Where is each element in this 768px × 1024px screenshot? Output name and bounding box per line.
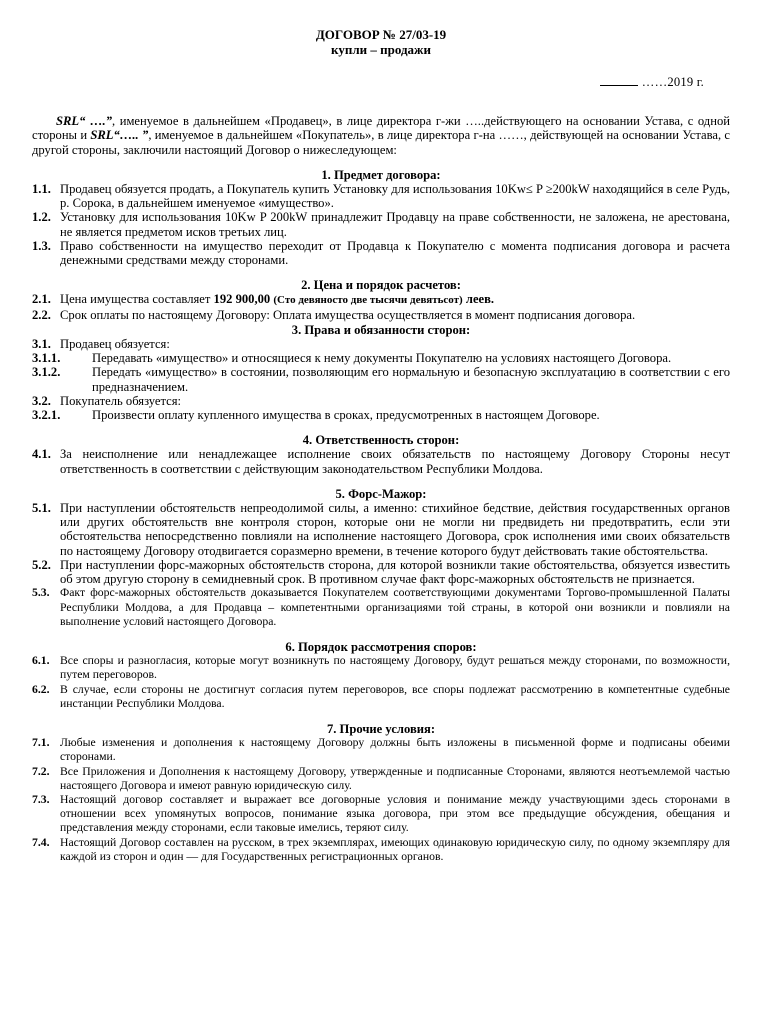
- clause-number: 5.3.: [32, 586, 50, 600]
- preamble-text-2: , именуемое в дальнейшем «Покупатель», в лице директора г-на ……, действующей на основании Устава, с другой стороны, заключили настоящий Договор о нижеследующем:: [32, 128, 731, 157]
- clause-5-3: [32, 586, 730, 629]
- price-in-words: (Сто девяносто две тысячи девятьсот): [273, 294, 463, 307]
- clause-text: Факт форс-мажорных обстоятельств доказывается Покупателем соответствующими документами Торгово-промышленной Палаты Республики Молдова, а для Продавца – компетентными организациями той страны, в которой они возникли и повлияли на выполнение условий настоящего Договора.: [60, 586, 730, 628]
- clause-number: 5.1.: [32, 501, 51, 516]
- clause-number: 3.1.1.: [32, 351, 61, 366]
- preamble-text-1: , именуемое в дальнейшем «Продавец», в лице директора г-жи …..действующего на основании Устава, с одной стороны и: [32, 114, 730, 143]
- clause-text: Все Приложения и Дополнения к настоящему Договору, утвержденные и подписанные Сторонами, являются неотъемлемой частью настоящего Договора и имеют равную юридическую силу.: [60, 764, 730, 792]
- clause-text: Покупатель обязуется:: [60, 393, 182, 408]
- clause-number: 5.2.: [32, 557, 51, 572]
- clause-1-2: [32, 210, 730, 238]
- clause-text: Передать «имущество» в состоянии, позволяющим его нормальную и безопасную эксплуатацию в соответствии с его предназначением.: [92, 365, 730, 394]
- date-text: ……2019 г.: [641, 75, 704, 89]
- clause-number: 1.2.: [32, 210, 51, 225]
- clause-6-1: [32, 654, 730, 682]
- clause-text: При наступлении обстоятельств непреодолимой силы, а именно: стихийное бедствие, действия государственных органов или других обстоятельств вне контроля сторон, которые они не могли ни предвидеть ни предотвратить, если эти обстоятельства непосредственно повлияли на исполнение настоящего Договора, срок исполнения ими своих обязательств по настоящему Договору отодвигается соразмерно времени, в течение которого будут действовать такие обстоятельства.: [60, 501, 730, 558]
- clause-number: 3.2.1.: [32, 408, 61, 423]
- clause-text: Право собственности на имущество переходит от Продавца к Покупателю с момента подписания договора и расчета денежными средствами между сторонами.: [60, 238, 730, 268]
- clause-3-1-1: [32, 351, 730, 365]
- clause-5-1: [32, 501, 730, 558]
- clause-3-1: [32, 337, 730, 351]
- clause-text: Произвести оплату купленного имущества в сроках, предусмотренных в настоящем Договоре.: [92, 408, 600, 423]
- clause-number: 2.1.: [32, 292, 51, 307]
- date-blank-line: [600, 74, 638, 86]
- clause-text: Установку для использования 10Kw P 200kW принадлежит Продавцу на праве собственности, не заложена, не арестована, не является предметом исков третьих лиц.: [60, 210, 730, 239]
- contract-page: [32, 0, 730, 864]
- clause-number: 3.2.: [32, 393, 51, 408]
- document-subtitle: купли – продажи: [331, 42, 431, 57]
- clause-text: Настоящий договор составляет и выражает все договорные условия и понимание между участвующими здесь сторонами в отношении всех упомянутых вопросов, понимание языка договора, при этом все предыдущие обсуждения, обещания и представления между сторонами, если таковые имелись, теряют силу.: [60, 792, 730, 835]
- document-title: ДОГОВОР № 27/03-19: [315, 27, 447, 42]
- section-title-liability: 4. Ответственность сторон:: [302, 433, 460, 448]
- clause-number: 1.1.: [32, 182, 51, 197]
- clause-text: Цена имущества составляет: [60, 292, 214, 307]
- clause-7-2: [32, 765, 730, 793]
- clause-4-1: [32, 447, 730, 475]
- clause-number: 7.4.: [32, 835, 50, 849]
- clause-6-2: [32, 683, 730, 711]
- clause-3-2: [32, 394, 730, 408]
- clause-text: Срок оплаты по настоящему Договору: Оплата имущества осуществляется в момент подписания договора.: [60, 307, 636, 322]
- clause-number: 7.3.: [32, 792, 50, 806]
- clause-1-1: [32, 182, 730, 210]
- clause-text: Продавец обязуется:: [60, 337, 170, 352]
- clause-2-1: [32, 292, 730, 307]
- clause-3-2-1: [32, 408, 730, 422]
- clause-text: При наступлении форс-мажорных обстоятельств сторона, для которой возникли такие обстоятельства, обязуется известить об этом другую сторону в семидневный срок. В противном случае факт форс-мажорных обстоятельств не признается.: [60, 557, 730, 587]
- clause-number: 6.2.: [32, 682, 50, 696]
- clause-text: Любые изменения и дополнения к настоящему Договору должны быть изложены в письменной форме и подписаны обеими сторонами.: [60, 736, 730, 764]
- clause-number: 1.3.: [32, 238, 51, 253]
- buyer-company: SRL“….. ”: [90, 128, 149, 143]
- seller-company: SRL“ ….”: [56, 114, 112, 129]
- clause-7-4: [32, 836, 730, 864]
- clause-7-1: [32, 736, 730, 764]
- clause-text: В случае, если стороны не достигнут согласия путем переговоров, все споры подлежат рассмотрению в компетентные судебные инстанции Республики Молдова.: [60, 682, 730, 710]
- clause-3-1-2: [32, 365, 730, 393]
- clause-number: 7.1.: [32, 736, 50, 750]
- clause-number: 4.1.: [32, 447, 51, 462]
- clause-number: 2.2.: [32, 307, 51, 322]
- clause-number: 7.2.: [32, 764, 50, 778]
- section-title-rights: 3. Права и обязанности сторон:: [291, 322, 471, 337]
- price-amount: 192 900,00: [213, 292, 271, 307]
- section-title-other: 7. Прочие условия:: [326, 721, 436, 736]
- section-title-subject: 1. Предмет договора:: [321, 167, 441, 182]
- clause-text: Настоящий Договор составлен на русском, в трех экземплярах, имеющих одинаковую юридическую силу, по одному экземпляру для каждой из сторон и один — для Государственных регистрационных органов.: [60, 835, 730, 863]
- preamble: [32, 114, 730, 157]
- clause-1-3: [32, 239, 730, 267]
- clause-text: За неисполнение или ненадлежащее исполнение своих обязательств по настоящему Договору Стороны несут ответственность в соответствии с действующим законодательством Республики Молдова.: [60, 447, 730, 476]
- contract-date: [32, 74, 704, 89]
- section-title-price: 2. Цена и порядок расчетов:: [301, 278, 461, 293]
- clause-text: Продавец обязуется продать, а Покупатель купить Установку для использования 10Kw≤ P ≥200kW находящийся в селе Рудь, р. Сорока, в дальнейшем именуемое «имущество».: [60, 182, 730, 211]
- clause-2-2: [32, 308, 730, 322]
- clause-text: Передавать «имущество» и относящиеся к нему документы Покупателю на условиях настоящего Договора.: [92, 351, 672, 366]
- clause-number: 6.1.: [32, 654, 50, 668]
- clause-number: 3.1.: [32, 337, 51, 352]
- section-title-disputes: 6. Порядок рассмотрения споров:: [285, 639, 477, 654]
- price-currency: леев.: [462, 292, 495, 307]
- clause-text: Все споры и разногласия, которые могут возникнуть по настоящему Договору, будут решаться между сторонами, по возможности, путем переговоров.: [60, 654, 730, 682]
- clause-number: 3.1.2.: [32, 365, 61, 380]
- section-title-force-majeure: 5. Форс-Мажор:: [335, 486, 427, 501]
- clause-7-3: [32, 793, 730, 836]
- clause-5-2: [32, 558, 730, 586]
